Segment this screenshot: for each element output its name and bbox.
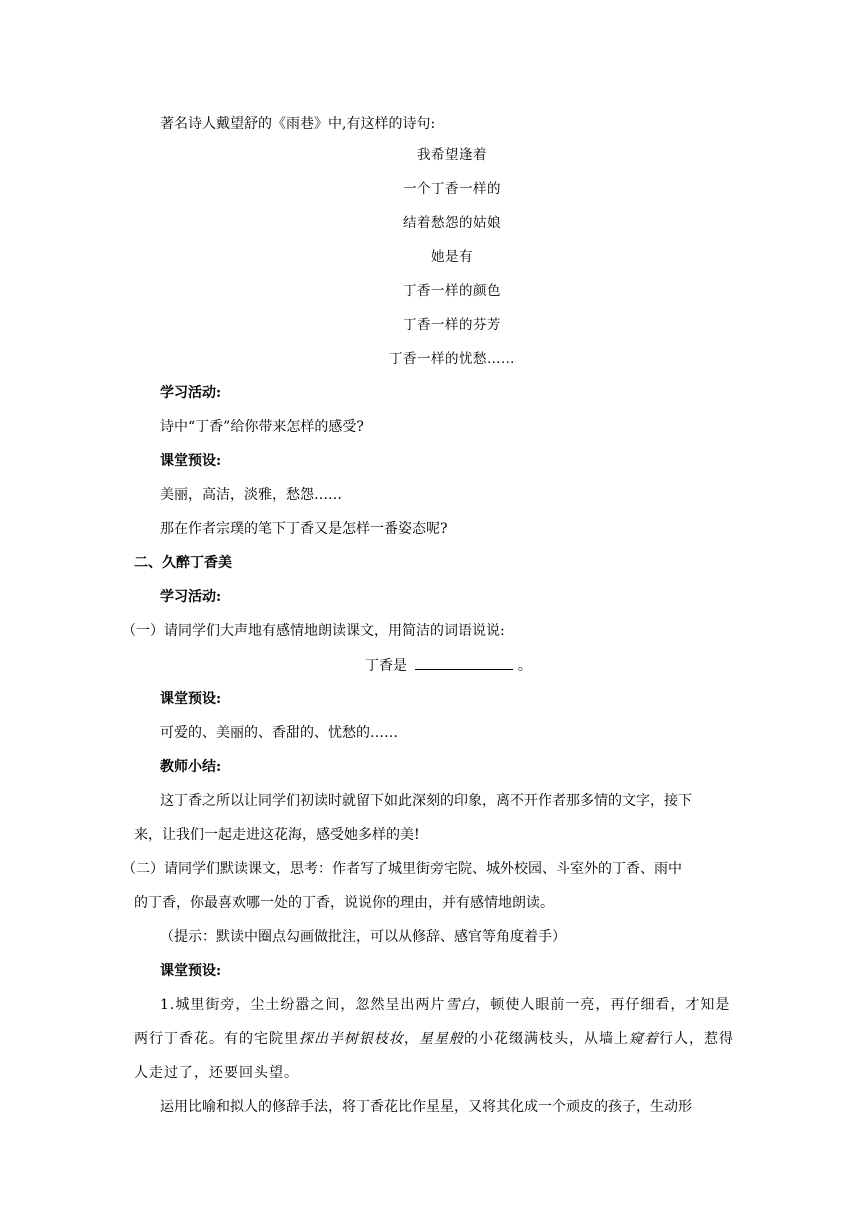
fill-suffix: 。 bbox=[517, 658, 532, 674]
analysis-text: 运用比喻和拟人的修辞手法，将丁香花比作星星，又将其化成一个顽皮的孩子，生动形 bbox=[160, 1099, 692, 1115]
intro-text: 著名诗人戴望舒的《雨巷》中,有这样的诗句: bbox=[160, 116, 436, 132]
poem-line: 丁香一样的忧愁…… bbox=[389, 351, 515, 367]
transition-text: 那在作者宗璞的笔下丁香又是怎样一番姿态呢? bbox=[160, 521, 448, 537]
section-heading: 二、久醉丁香美 bbox=[134, 555, 232, 571]
emphasis-span: 星星般 bbox=[419, 1031, 464, 1047]
preset-label: 课堂预设: bbox=[160, 963, 222, 979]
text-span: ，顿使人眼前一亮，再仔细看，才知是 bbox=[475, 997, 731, 1013]
hint-text: （提示：默读中圈点勾画做批注，可以从修辞、感官等角度着手） bbox=[160, 929, 566, 945]
poem-line: 我希望逢着 bbox=[417, 147, 487, 163]
poem-line: 一个丁香一样的 bbox=[403, 181, 501, 197]
poem-line: 丁香一样的颜色 bbox=[403, 283, 501, 299]
text-span: ， bbox=[404, 1031, 419, 1047]
fill-in-blank bbox=[365, 655, 532, 676]
emphasis-span: 探出半树银枝妆 bbox=[299, 1031, 404, 1047]
poem-line: 她是有 bbox=[431, 249, 473, 265]
item-one-text bbox=[160, 995, 730, 1015]
summary-text: 这丁香之所以让同学们初读时就留下如此深刻的印象，离不开作者那多情的文字，接下 bbox=[160, 793, 692, 809]
poem-line: 结着愁怨的姑娘 bbox=[403, 215, 501, 231]
preset-label: 课堂预设: bbox=[160, 691, 222, 707]
text-span: 的小花缀满枝头，从墙上 bbox=[464, 1031, 629, 1047]
fill-prefix: 丁香是 bbox=[365, 658, 407, 674]
answer-text: 美丽，高洁，淡雅，愁怨…… bbox=[160, 487, 342, 503]
item-one-text: 人走过了，还要回头望。 bbox=[134, 1065, 299, 1081]
emphasis-span: 窥着 bbox=[629, 1031, 659, 1047]
activity-label: 学习活动: bbox=[160, 385, 222, 401]
summary-label: 教师小结: bbox=[160, 759, 222, 775]
question-text: 诗中“丁香”给你带来怎样的感受? bbox=[160, 419, 364, 435]
blank-line bbox=[415, 655, 513, 670]
text-span: 两行丁香花。有的宅院里 bbox=[134, 1031, 299, 1047]
item-one-text bbox=[134, 1029, 734, 1049]
task-two-text: （二）请同学们默读课文，思考：作者写了城里街旁宅院、城外校园、斗室外的丁香、雨中 bbox=[122, 861, 682, 877]
text-span: 行人，惹得 bbox=[659, 1031, 734, 1047]
preset-label: 课堂预设: bbox=[160, 453, 222, 469]
task-one-text: （一）请同学们大声地有感情地朗读课文，用简洁的词语说说: bbox=[122, 623, 505, 639]
answer-text: 可爱的、美丽的、香甜的、忧愁的…… bbox=[160, 725, 398, 741]
text-span: 1.城里街旁，尘土纷嚣之间，忽然呈出两片 bbox=[160, 997, 446, 1013]
task-two-text: 的丁香，你最喜欢哪一处的丁香，说说你的理由，并有感情地朗读。 bbox=[134, 895, 554, 911]
poem-line: 丁香一样的芬芳 bbox=[403, 317, 501, 333]
summary-text: 来，让我们一起走进这花海，感受她多样的美! bbox=[134, 827, 420, 843]
activity-label: 学习活动: bbox=[160, 589, 222, 605]
emphasis-span: 雪白 bbox=[445, 997, 476, 1013]
